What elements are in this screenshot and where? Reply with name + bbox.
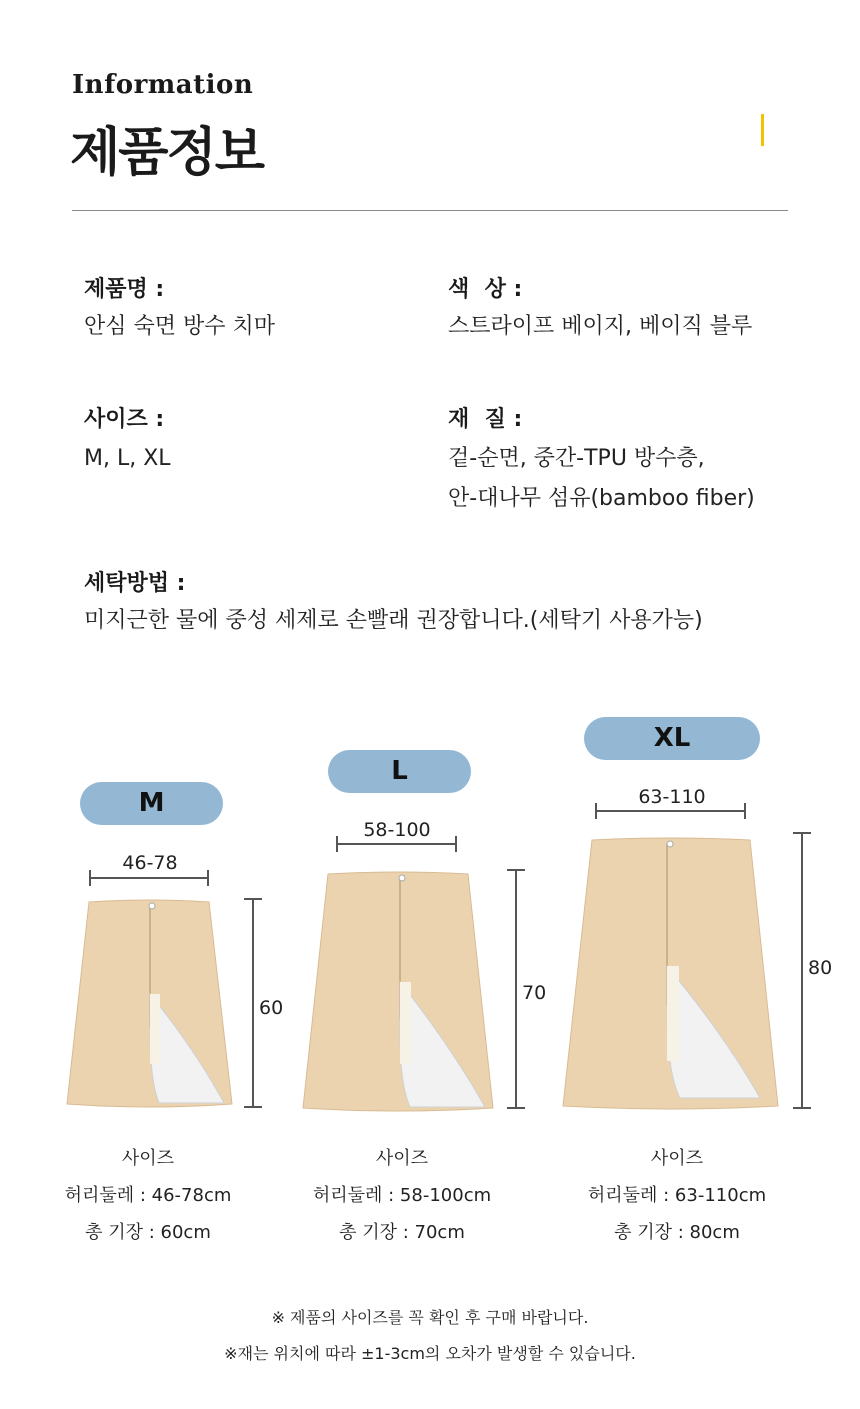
skirt-image-m bbox=[64, 898, 236, 1110]
size-badge-m: M bbox=[80, 782, 223, 825]
caption-waist-xl: 허리둘레 : 63-110cm bbox=[587, 1185, 767, 1206]
material-value-line1: 겉-순면, 중간-TPU 방수층, bbox=[448, 446, 705, 471]
length-label-xl: 80 bbox=[808, 957, 833, 979]
material-label: 재 질 : bbox=[448, 407, 523, 432]
page-title: 제품정보 bbox=[70, 123, 263, 183]
caption-xl bbox=[563, 1140, 791, 1251]
caption-length-l: 총 기장 : 70cm bbox=[339, 1222, 465, 1243]
skirt-image-l bbox=[300, 870, 496, 1114]
caption-title-l: 사이즈 bbox=[375, 1148, 429, 1169]
size-label: 사이즈 : bbox=[84, 407, 165, 432]
wash-label: 세탁방법 : bbox=[84, 571, 186, 596]
material-value-line2: 안-대나무 섬유(bamboo fiber) bbox=[448, 486, 755, 511]
caption-waist-m: 허리둘레 : 46-78cm bbox=[64, 1185, 232, 1206]
wash-value: 미지근한 물에 중성 세제로 손빨래 권장합니다.(세탁기 사용가능) bbox=[84, 608, 703, 633]
caption-title-m: 사이즈 bbox=[121, 1148, 175, 1169]
information-heading: Information bbox=[72, 70, 254, 100]
waist-measure-l bbox=[336, 836, 457, 852]
length-label-m: 60 bbox=[259, 997, 284, 1019]
note-measurement-error: ※재는 위치에 따라 ±1-3cm의 오차가 발생할 수 있습니다. bbox=[224, 1344, 636, 1363]
accent-bar bbox=[761, 114, 764, 146]
header-divider bbox=[72, 210, 788, 211]
skirt-image-xl bbox=[560, 836, 782, 1112]
size-badge-l: L bbox=[328, 750, 471, 793]
waist-measure-xl bbox=[595, 803, 746, 819]
product-name-value: 안심 숙면 방수 치마 bbox=[84, 314, 275, 339]
waist-label-xl: 63-110 bbox=[638, 786, 706, 808]
size-badge-xl: XL bbox=[584, 717, 760, 760]
waist-label-m: 46-78 bbox=[122, 852, 178, 874]
caption-m bbox=[34, 1140, 262, 1251]
caption-waist-l: 허리둘레 : 58-100cm bbox=[312, 1185, 492, 1206]
color-value: 스트라이프 베이지, 베이직 블루 bbox=[448, 314, 753, 339]
waist-measure-m bbox=[89, 870, 209, 886]
note-check-size: ※ 제품의 사이즈를 꼭 확인 후 구매 바랍니다. bbox=[271, 1308, 589, 1327]
color-label: 색 상 : bbox=[448, 277, 523, 302]
waist-label-l: 58-100 bbox=[363, 819, 431, 841]
caption-length-m: 총 기장 : 60cm bbox=[85, 1222, 211, 1243]
caption-length-xl: 총 기장 : 80cm bbox=[614, 1222, 740, 1243]
caption-title-xl: 사이즈 bbox=[650, 1148, 704, 1169]
caption-l bbox=[288, 1140, 516, 1251]
length-label-l: 70 bbox=[522, 982, 547, 1004]
size-value: M, L, XL bbox=[84, 446, 171, 471]
product-name-label: 제품명 : bbox=[84, 277, 165, 302]
